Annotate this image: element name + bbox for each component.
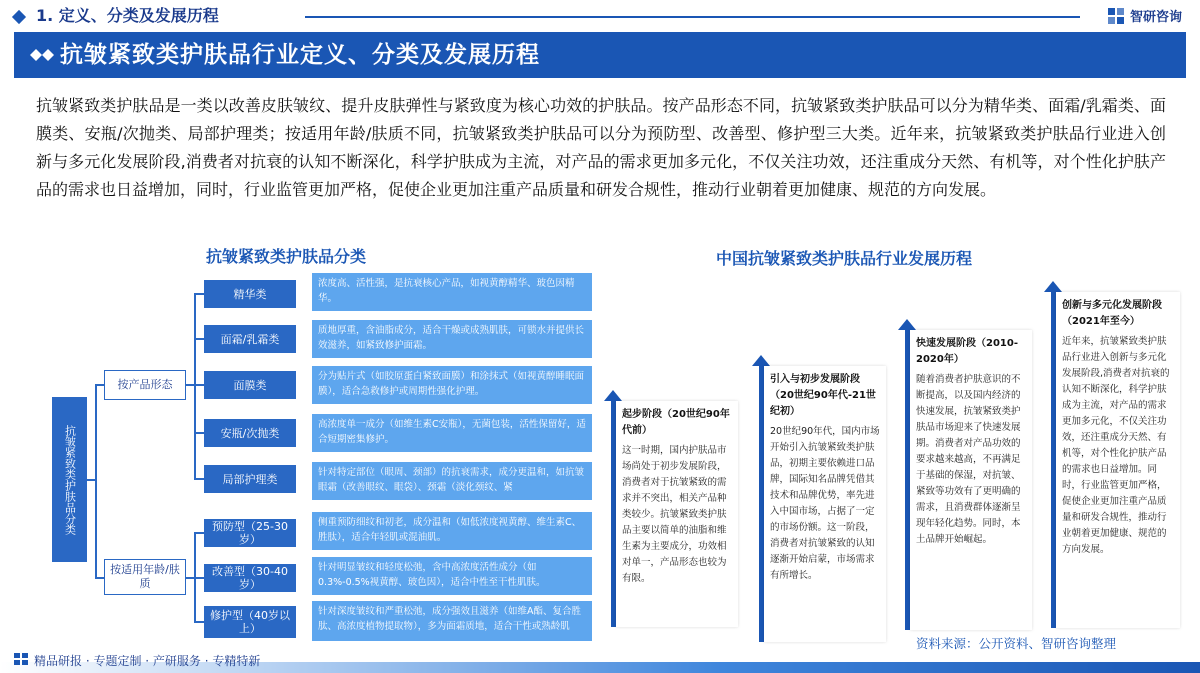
leaf-mask-desc: 分为贴片式（如胶原蛋白紧致面膜）和涂抹式（如视黄醇睡眠面膜），适合急救修护或周期性强化护理。 <box>312 366 592 404</box>
stage-arrow-icon <box>1044 281 1062 292</box>
logo-text: 智研咨询 <box>1129 10 1182 25</box>
diamond-icon <box>24 42 64 68</box>
stage-text: 近年来，抗皱紧致类护肤品行业进入创新与多元化发展阶段,消费者对抗衰的认知不断深化，科学护肤成为主流，对产品的需求更加多元化，不仅关注功效，还注重成分天然、有机等，对个性化护肤产品的需求也日益增加。同时，行业监管更加严格，促使企业更加注重产品质量和研发合规性，推动行业朝着更加健康、规范的方向发展。 <box>1062 336 1170 555</box>
stage-card <box>910 330 1032 630</box>
category-by-form: 按产品形态 <box>104 370 186 400</box>
leaf-cream: 面霜/乳霜类 <box>204 325 296 353</box>
connector <box>194 532 204 534</box>
header-divider <box>305 16 1080 18</box>
intro-paragraph: 抗皱紧致类护肤品是一类以改善皮肤皱纹、提升皮肤弹性与紧致度为核心功效的护肤品。按产品形态不同，抗皱紧致类护肤品可以分为精华类、面霜/乳霜类、面膜类、安瓶/次抛类、局部护理类；按适用年龄/肤质不同，抗皱紧致类护肤品可以分为预防型、改善型、修护型三大类。近年来，抗皱紧致类护肤品行业进入创新与多元化发展阶段,消费者对抗衰的认知不断深化，科学护肤成为主流，对产品的需求更加多元化，不仅关注功效，还注重成分天然、有机等，对个性化护肤产品的需求也日益增加，同时，行业监管更加严格，促使企业更加注重产品质量和研发合规性，推动行业朝着更加健康、规范的方向发展。 <box>36 96 1166 199</box>
stage-title: 创新与多元化发展阶段（2021年至今） <box>1062 300 1162 327</box>
leaf-ampoule: 安瓶/次抛类 <box>204 419 296 447</box>
connector <box>194 293 196 479</box>
stage-card <box>1056 292 1180 628</box>
classification-title: 抗皱紧致类护肤品分类 <box>206 247 367 266</box>
stage-arrow-icon <box>752 355 770 366</box>
connector <box>194 577 204 579</box>
page-title: 抗皱紧致类护肤品行业定义、分类及发展历程 <box>60 42 540 68</box>
connector <box>95 384 104 386</box>
source-note: 资料来源：公开资料、智研咨询整理 <box>916 636 1117 651</box>
stage-title: 快速发展阶段（2010-2020年） <box>916 338 1018 365</box>
footer-logo-icon <box>14 653 28 665</box>
connector <box>87 479 95 481</box>
stage-arrow-icon <box>604 390 622 401</box>
connector <box>186 384 194 386</box>
leaf-local-care: 局部护理类 <box>204 465 296 493</box>
connector <box>194 384 204 386</box>
leaf-improvement: 改善型（30-40岁） <box>204 564 296 592</box>
classification-root: 抗皱紧致类护肤品分类 <box>52 397 87 562</box>
brand-logo[interactable] <box>1108 6 1182 25</box>
section-marker-icon <box>12 10 26 24</box>
category-by-age: 按适用年龄/肤质 <box>104 559 186 595</box>
stage-title: 引入与初步发展阶段（20世纪90年代-21世纪初） <box>770 374 876 417</box>
section-title: 1. 定义、分类及发展历程 <box>36 6 219 25</box>
timeline-title: 中国抗皱紧致类护肤品行业发展历程 <box>716 249 973 268</box>
connector <box>194 293 204 295</box>
stage-text: 随着消费者护肤意识的不断提高，以及国内经济的快速发展，抗皱紧致类护肤品市场迎来了快速发展期。消费者对产品功效的要求越来越高，不再满足于基础的保湿，对抗皱、紧致等功效有了更明确的需求，且消费群体逐渐呈现年轻化趋势。同时，本土品牌开始崛起。 <box>916 374 1021 545</box>
stage-title: 起步阶段（20世纪90年代前） <box>622 409 730 436</box>
stage-text: 20世纪90年代，国内市场开始引入抗皱紧致类护肤品，初期主要依赖进口品牌，国际知名品牌凭借其技术和品牌优势，率先进入中国市场，占据了一定的市场份额。这一阶段，消费者对抗皱紧致的认知逐渐开始启蒙，市场需求有所增长。 <box>770 426 880 581</box>
connector <box>194 478 204 480</box>
leaf-prevention: 预防型（25-30岁） <box>204 519 296 547</box>
connector <box>95 384 97 578</box>
stage-arrow-icon <box>898 319 916 330</box>
leaf-repair: 修护型（40岁以上） <box>204 606 296 638</box>
connector <box>194 621 204 623</box>
logo-icon <box>1108 8 1124 24</box>
connector <box>186 577 194 579</box>
connector <box>95 577 104 579</box>
connector <box>194 432 204 434</box>
leaf-prevention-desc: 侧重预防细纹和初老，成分温和（如低浓度视黄醇、维生素C、胜肽），适合年轻肌或混油肌。 <box>312 512 592 550</box>
leaf-repair-desc: 针对深度皱纹和严重松弛，成分强效且滋养（如维A酯、复合胜肽、高浓度植物提取物），多为面霜质地，适合干性或熟龄肌 <box>312 601 592 641</box>
stage-text: 这一时期，国内护肤品市场尚处于初步发展阶段，消费者对于抗皱紧致的需求并不突出，相关产品种类较少。抗皱紧致类护肤品主要以简单的油脂和维生素为主要成分，功效相对单一，产品形态也较为有限。 <box>622 445 727 584</box>
leaf-cream-desc: 质地厚重，含油脂成分，适合干燥或成熟肌肤，可锁水并提供长效滋养，如紧致修护面霜。 <box>312 320 592 358</box>
leaf-local-care-desc: 针对特定部位（眼周、颈部）的抗衰需求，成分更温和，如抗皱眼霜（改善眼纹、眼袋）、颈霜（淡化颈纹、紧 <box>312 462 592 500</box>
leaf-improvement-desc: 针对明显皱纹和轻度松弛，含中高浓度活性成分（如0.3%-0.5%视黄醇、玻色因），适合中性至干性肌肤。 <box>312 557 592 595</box>
leaf-essence: 精华类 <box>204 280 296 308</box>
footer-slogan: 精品研报 · 专题定制 · 产研服务 · 专精特新 <box>34 654 261 668</box>
leaf-essence-desc: 浓度高、活性强，是抗衰核心产品，如视黄醇精华、玻色因精华。 <box>312 273 592 311</box>
stage-card <box>764 366 886 642</box>
leaf-ampoule-desc: 高浓度单一成分（如维生素C安瓶），无菌包装，活性保留好，适合短期密集修护。 <box>312 414 592 452</box>
connector <box>194 338 204 340</box>
leaf-mask: 面膜类 <box>204 371 296 399</box>
stage-card <box>616 401 738 627</box>
